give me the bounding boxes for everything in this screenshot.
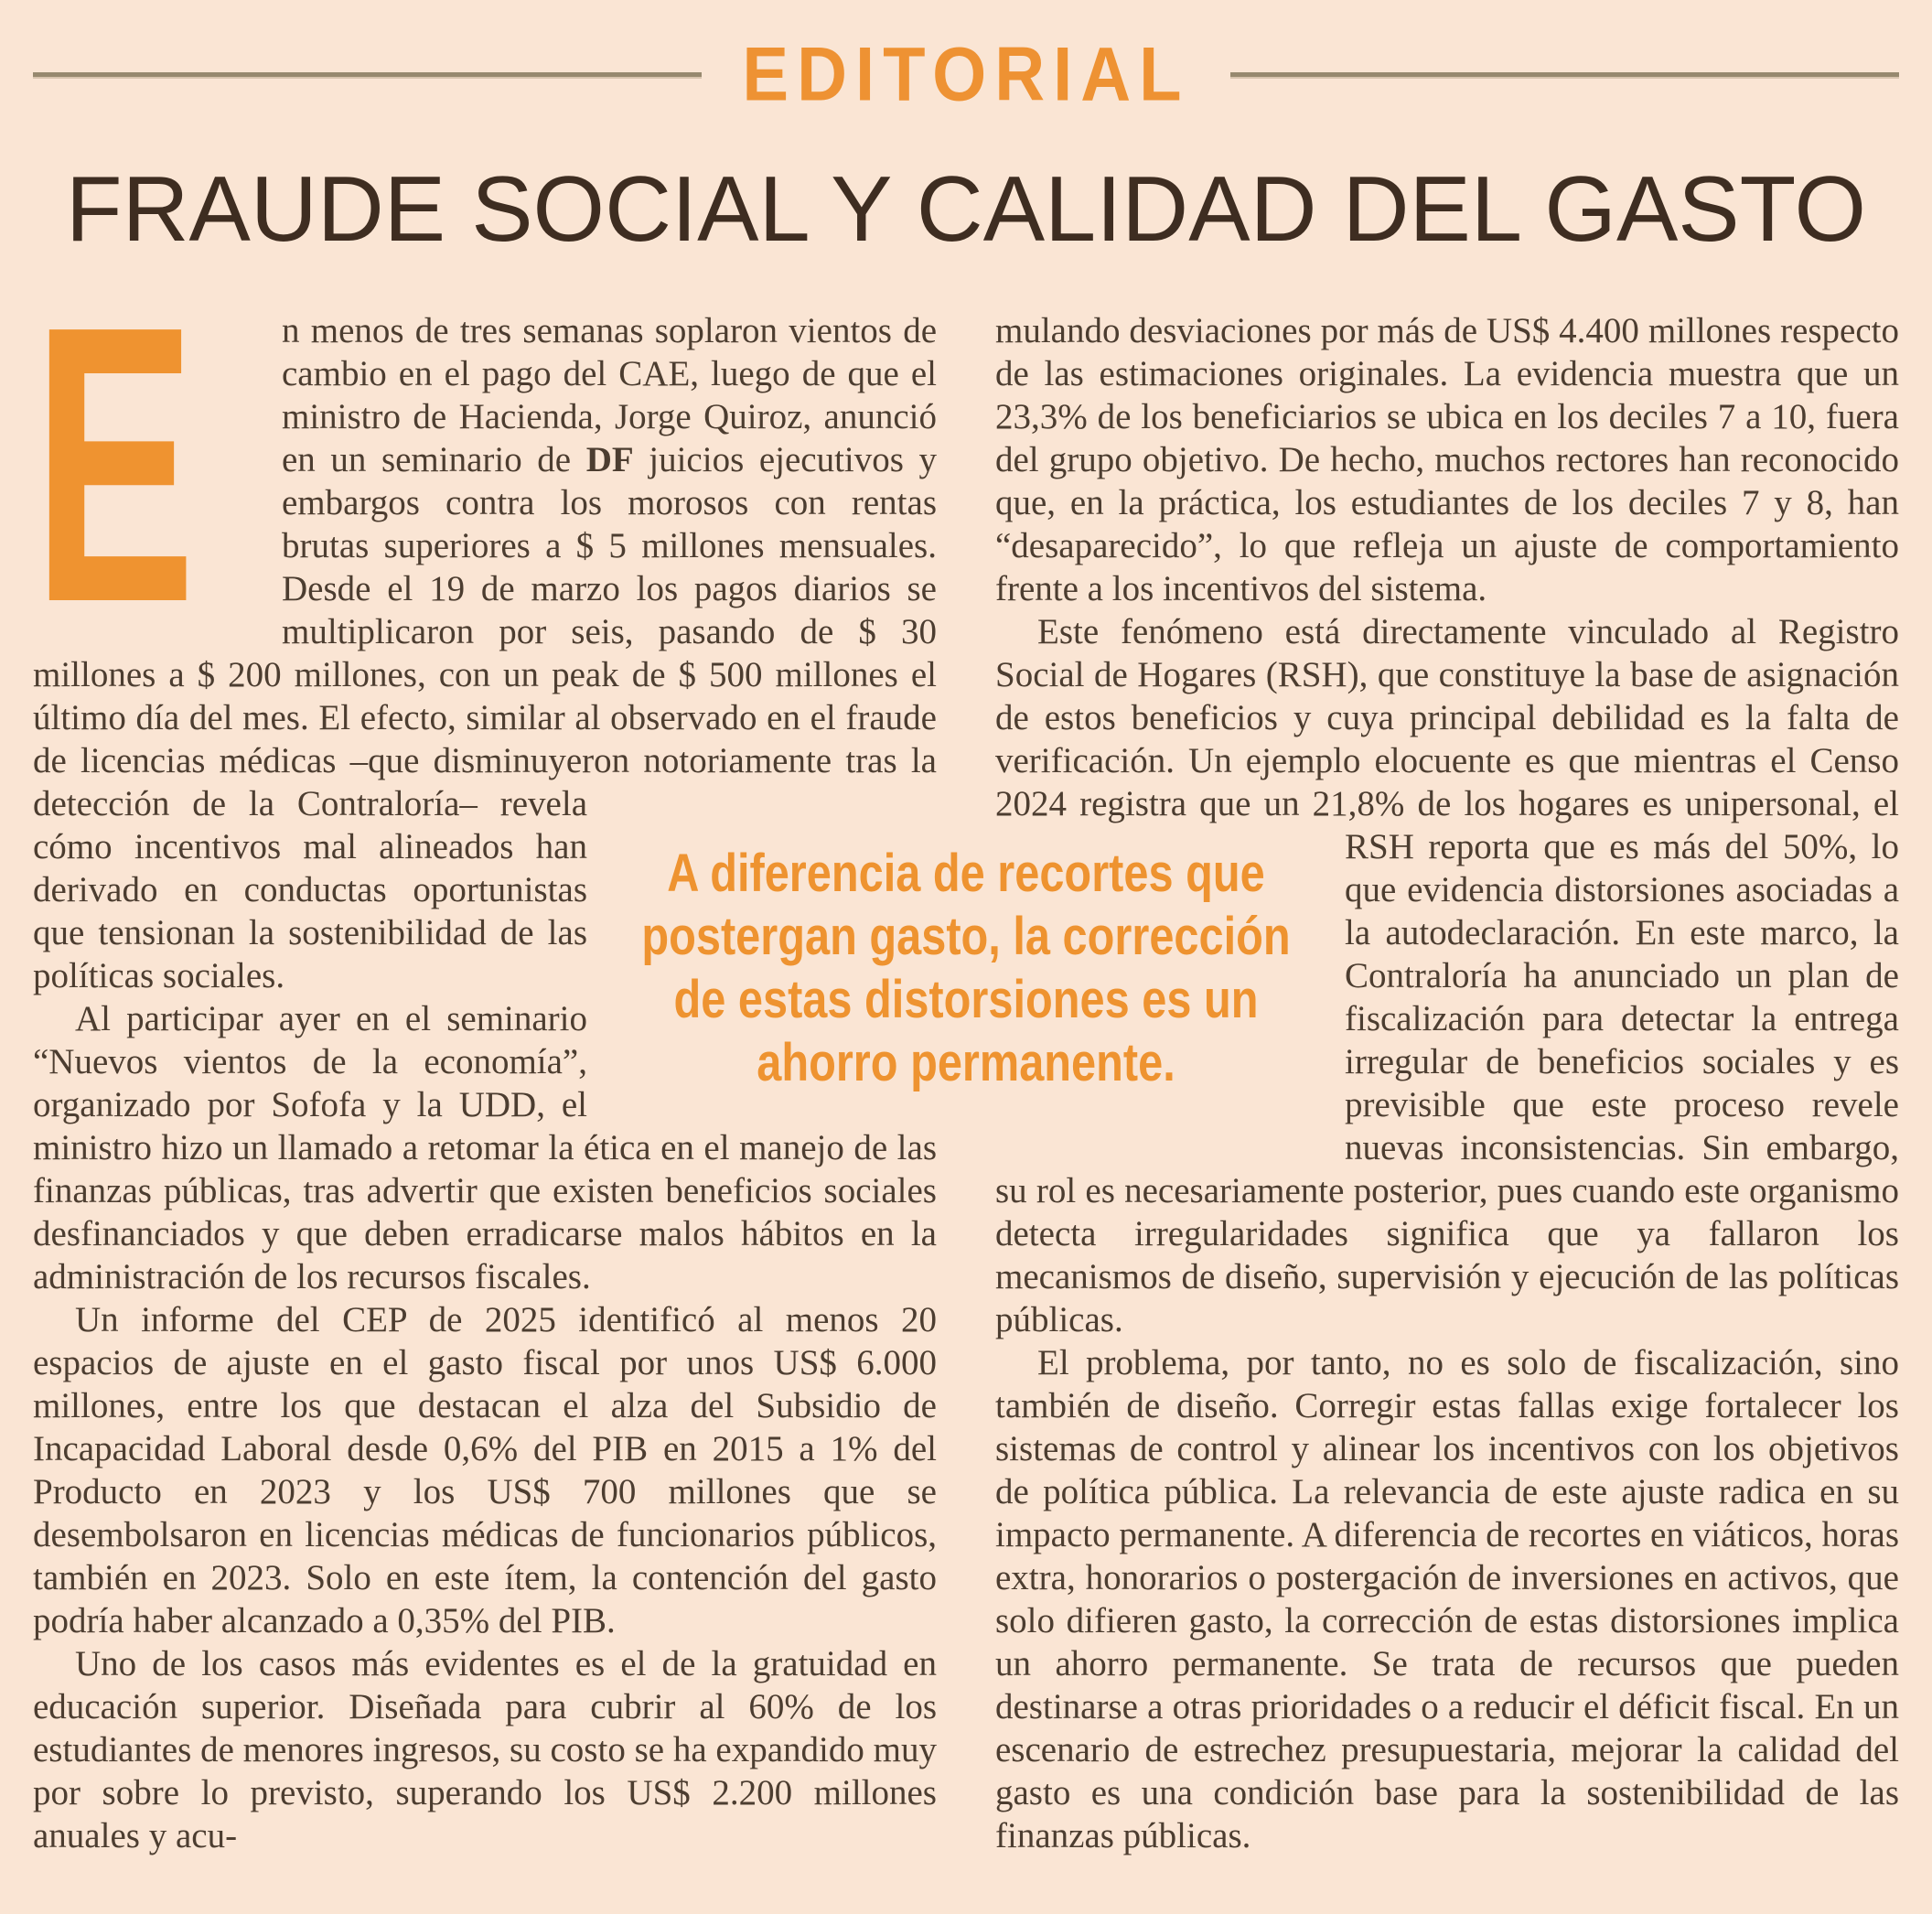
text-run-bold: DF: [585, 440, 634, 480]
drop-cap-letter: E: [33, 245, 196, 685]
text-run: cómo incentivos mal alineados han derivado en conductas oportunistas que tensionan la sostenibilidad de las políticas sociales.: [33, 827, 587, 996]
article-title: FRAUDE SOCIAL Y CALIDAD DEL GASTO: [65, 158, 1867, 261]
drop-cap: [33, 245, 216, 685]
paragraph: Un informe del CEP de 2025 identificó al menos 20 espacios de ajuste en el gasto fiscal por unos US$ 6.000 millones, entre los que destacan el alza del Subsidio de Incapacidad Laboral desde 0,6% del PIB en 2015 a 1% del Producto en 2023 y los US$ 700 millones que se desembolsaron en licencias médicas de funcionarios públicos, también en 2023. Solo en este ítem, la contención del gasto podría haber alcanzado a 0,35% del PIB.: [33, 1300, 937, 1641]
pull-quote-line: postergan gasto, la corrección: [641, 907, 1291, 967]
article-body: [33, 245, 1899, 1857]
pull-quote-line: ahorro permanente.: [757, 1033, 1175, 1093]
text-run: nuevas inconsistencias. Sin embargo, su rol es necesariamente posterior, pues cuando este organismo detecta irregularidades significa que ya fallaron los mecanismos de diseño, supervisión y ejecución de las políticas públicas.: [995, 1128, 1899, 1340]
text-run: Este fenómeno está directamente vinculado al Registro Social de Hogares (RSH), que constituye la base de asignación de estos beneficios y cuya principal debilidad es la falta de verificación. Un ejemplo elocuente es que mientras el Censo 2024 registra que un 21,8% de los hogares es unipersonal, el: [995, 612, 1899, 824]
pull-quote-line: de estas distorsiones es un: [673, 970, 1259, 1030]
section-header: [33, 31, 1899, 118]
text-run: juicios ejecutivos y embargos contra los morosos con rentas brutas superiores a $ 5 millones mensuales. Desde el 19 de marzo los pagos diarios se multiplicaron por seis, pasando de $ 30 millones a $ 200 millones, con un peak de $ 500 millones el último día del mes. El efecto, similar al observado en el fraude de licencias médicas –que disminuyeron notoriamente tras la detección de la Contraloría– revela: [33, 440, 937, 824]
text-run: RSH reporta que es más del 50%, lo que evidencia distorsiones asociadas a la autodeclaración. En este marco, la Contraloría ha anunciado un plan de fiscalización para detectar la entrega irregular de beneficios sociales y es previsible que este proceso revele: [1345, 827, 1899, 1125]
pull-quote: [605, 842, 1327, 1094]
section-kicker: EDITORIAL: [742, 31, 1190, 118]
paragraph: mulando desviaciones por más de US$ 4.400 millones respecto de las estimaciones originales. La evidencia muestra que un 23,3% de los beneficiarios se ubica en los deciles 7 a 10, fuera del grupo objetivo. De hecho, muchos rectores han reconocido que, en la práctica, los estudiantes de los deciles 7 y 8, han “desaparecido”, lo que refleja un ajuste de comportamiento frente a los incentivos del sistema.: [995, 311, 1899, 609]
text-run: n menos de tres semanas soplaron vientos de cambio en el pago del CAE, luego de que el ministro de Hacienda, Jorge Quiroz, anunció en un seminario de: [282, 311, 937, 480]
pull-quote-line: A diferencia de recortes que: [667, 844, 1265, 904]
paragraph: Al participar ayer en el seminario “Nuevos vientos de la economía”, organizado por Sofofa y la UDD, el ministro hizo un llamado a retomar la ética en el manejo de las finanzas públicas, tras advertir que existen beneficios sociales desfinanciados y que deben erradicarse malos hábitos en la administración de los recursos fiscales.: [33, 999, 937, 1297]
header-rule-right: [1230, 72, 1899, 79]
paragraph: Uno de los casos más evidentes es el de la gratuidad en educación superior. Diseñada para cubrir al 60% de los estudiantes de menores ingresos, su costo se ha expandido muy por sobre lo previsto, superando los US$ 2.200 millones anuales y acu-: [33, 1644, 937, 1856]
paragraph: El problema, por tanto, no es solo de fiscalización, sino también de diseño. Corregir estas fallas exige fortalecer los sistemas de control y alinear los incentivos con los objetivos de política pública. La relevancia de este ajuste radica en su impacto permanente. A diferencia de recortes en viáticos, horas extra, honorarios o postergación de inversiones en activos, que solo difieren gasto, la corrección de estas distorsiones implica un ahorro permanente. Se trata de recursos que pueden destinarse a otras prioridades o a reducir el déficit fiscal. En un escenario de estrechez presupuestaria, mejorar la calidad del gasto es una condición base para la sostenibilidad de las finanzas públicas.: [995, 1343, 1899, 1856]
header-rule-left: [33, 72, 702, 79]
